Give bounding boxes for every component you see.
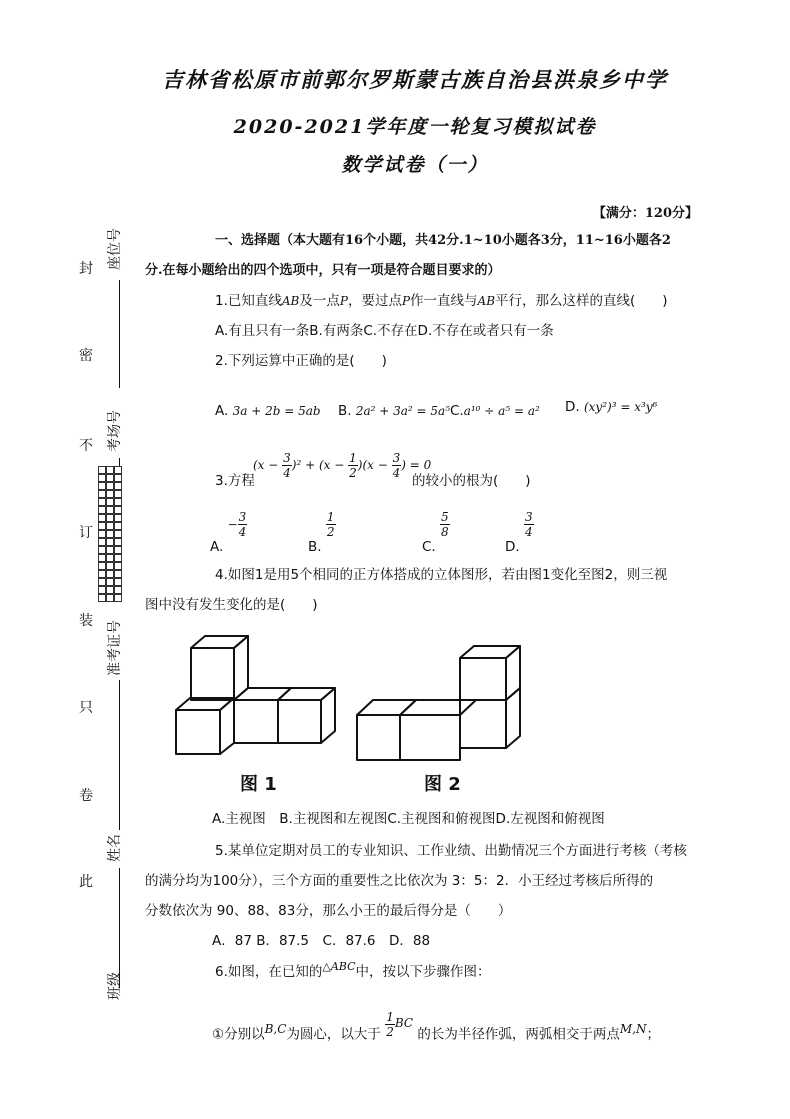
admission-number-cell[interactable] <box>114 594 122 602</box>
admission-number-cell[interactable] <box>114 554 122 562</box>
admission-number-cell[interactable] <box>114 506 122 514</box>
class-label: 班级 <box>107 972 123 1000</box>
figure-2-caption: 图 2 <box>424 774 461 795</box>
question-3-option-d: D. $\frac{3}{4}$ <box>505 510 533 555</box>
admission-number-cell[interactable] <box>114 474 122 482</box>
admission-number-cell[interactable] <box>106 562 114 570</box>
figure-1-cubes <box>176 636 335 754</box>
question-1-options: A.有且只有一条B.有两条C.不存在D.不存在或者只有一条 <box>215 323 554 339</box>
admission-number-cell[interactable] <box>114 538 122 546</box>
admission-number-cell[interactable] <box>114 514 122 522</box>
section-heading-line1: 一、选择题（本大题有16个小题，共42分.1~10小题各3分，11~16小题各2 <box>215 233 671 248</box>
admission-number-cell[interactable] <box>106 466 114 474</box>
question-2-option-a: A. 3a + 2b = 5ab <box>215 403 321 419</box>
admission-number-cell[interactable] <box>98 474 106 482</box>
admission-number-cell[interactable] <box>98 490 106 498</box>
admission-number-cell[interactable] <box>114 546 122 554</box>
admission-number-cell[interactable] <box>114 586 122 594</box>
seal-char: 卷 <box>79 788 93 804</box>
question-5-line3: 分数依次为 90、88、83分，那么小王的最后得分是（ ） <box>145 903 512 919</box>
seal-char: 只 <box>79 700 93 716</box>
full-score: 【满分：120分】 <box>592 206 698 221</box>
seal-char: 不 <box>79 438 93 454</box>
admission-number-cell[interactable] <box>98 538 106 546</box>
question-1-stem: 1.已知直线AB及一点P，要过点P作一直线与AB平行，那么这样的直线( ) <box>215 293 668 309</box>
question-6-stem: 6.如图，在已知的$^{\triangle ABC}$中，按以下步骤作图： <box>215 960 491 980</box>
admission-number-cell[interactable] <box>114 522 122 530</box>
admission-number-cell[interactable] <box>114 530 122 538</box>
question-3-equation: (x − $\frac{3}{4}$ )² + (x − $\frac{1}{2}$ )(x − $\frac{3}{4}$ ) = 0 <box>253 451 432 480</box>
admission-number-cell[interactable] <box>106 474 114 482</box>
admission-number-cell[interactable] <box>98 514 106 522</box>
seal-char: 订 <box>79 525 93 541</box>
question-4-options: A.主视图 B.主视图和左视图C.主视图和俯视图D.左视图和俯视图 <box>212 811 605 827</box>
seal-char: 密 <box>79 348 93 364</box>
admission-number-cell[interactable] <box>98 522 106 530</box>
question-5-line1: 5.某单位定期对员工的专业知识、工作业绩、出勤情况三个方面进行考核（考核 <box>215 843 687 859</box>
question-6-step1: ①分别以B,C为圆心，以大于 $\frac{1}{2}$ BC 的长为半径作弧，两弧相交于两点M,N； <box>212 1010 661 1043</box>
admission-number-line <box>119 680 120 830</box>
seat-number-line <box>119 280 120 388</box>
admission-number-cell[interactable] <box>98 530 106 538</box>
admission-number-cell[interactable] <box>98 570 106 578</box>
figure-2-cubes <box>357 646 520 760</box>
question-3-option-a: A. − $\frac{3}{4}$ <box>210 510 247 555</box>
admission-number-grid[interactable] <box>98 466 122 602</box>
admission-number-cell[interactable] <box>106 594 114 602</box>
admission-number-cell[interactable] <box>98 466 106 474</box>
seat-number-label: 座位号 <box>107 228 123 270</box>
admission-number-cell[interactable] <box>114 570 122 578</box>
admission-number-cell[interactable] <box>106 482 114 490</box>
admission-number-cell[interactable] <box>114 578 122 586</box>
admission-number-cell[interactable] <box>106 554 114 562</box>
admission-number-cell[interactable] <box>98 594 106 602</box>
admission-number-cell[interactable] <box>106 578 114 586</box>
admission-number-cell[interactable] <box>98 498 106 506</box>
question-4-stem-line1: 4.如图1是用5个相同的正方体搭成的立体图形，若由图1变化至图2，则三视 <box>215 567 668 583</box>
exam-year-title: 2020-2021学年度一轮复习模拟试卷 <box>233 116 597 138</box>
admission-number-cell[interactable] <box>106 570 114 578</box>
question-5-options: A．87 B．87.5 C．87.6 D．88 <box>212 933 431 949</box>
seal-char: 封 <box>79 261 93 277</box>
admission-number-cell[interactable] <box>106 530 114 538</box>
admission-number-cell[interactable] <box>114 482 122 490</box>
admission-number-cell[interactable] <box>98 482 106 490</box>
admission-number-cell[interactable] <box>98 562 106 570</box>
question-2-option-c: C.a¹⁰ ÷ a⁵ = a² <box>450 403 540 419</box>
admission-number-cell[interactable] <box>106 506 114 514</box>
question-3-lead: 3.方程 <box>215 473 255 489</box>
admission-number-cell[interactable] <box>114 466 122 474</box>
figure-1-caption: 图 1 <box>240 774 277 795</box>
admission-number-cell[interactable] <box>106 522 114 530</box>
exam-room-label: 考场号 <box>107 410 123 452</box>
admission-number-cell[interactable] <box>106 498 114 506</box>
question-2-stem: 2.下列运算中正确的是( ) <box>215 353 387 369</box>
cube-figures <box>160 630 530 770</box>
admission-number-cell[interactable] <box>114 490 122 498</box>
exam-room-line <box>119 458 120 466</box>
admission-number-cell[interactable] <box>106 514 114 522</box>
admission-number-cell[interactable] <box>106 538 114 546</box>
admission-number-cell[interactable] <box>114 562 122 570</box>
exam-school-title: 吉林省松原市前郭尔罗斯蒙古族自治县洪泉乡中学 <box>162 67 668 92</box>
question-2-option-d: D. (xy²)³ = x³y⁶ <box>565 399 658 415</box>
question-2-option-b: B. 2a² + 3a² = 5a⁵ <box>338 403 451 419</box>
admission-number-cell[interactable] <box>114 498 122 506</box>
seal-char: 此 <box>79 874 93 890</box>
admission-number-cell[interactable] <box>98 506 106 514</box>
name-label: 姓名 <box>107 834 123 862</box>
question-3-option-b: B. $\frac{1}{2}$ <box>308 510 335 555</box>
question-5-line2: 的满分均为100分），三个方面的重要性之比依次为 3：5：2．小王经过考核后所得的 <box>145 873 654 889</box>
section-heading-line2: 分.在每小题给出的四个选项中，只有一项是符合题目要求的） <box>145 263 501 278</box>
admission-number-cell[interactable] <box>98 578 106 586</box>
admission-number-label: 准考证号 <box>107 620 123 676</box>
admission-number-cell[interactable] <box>106 546 114 554</box>
admission-number-cell[interactable] <box>98 586 106 594</box>
question-3-tail: 的较小的根为( ) <box>412 473 531 489</box>
exam-subject-title: 数学试卷（一） <box>341 154 489 176</box>
name-line <box>119 868 120 988</box>
question-3-option-c: C. $\frac{5}{8}$ <box>422 510 449 555</box>
admission-number-cell[interactable] <box>106 490 114 498</box>
question-4-stem-line2: 图中没有发生变化的是( ) <box>145 597 318 613</box>
admission-number-cell[interactable] <box>98 554 106 562</box>
admission-number-cell[interactable] <box>98 546 106 554</box>
admission-number-cell[interactable] <box>106 586 114 594</box>
seal-char: 装 <box>79 613 93 629</box>
